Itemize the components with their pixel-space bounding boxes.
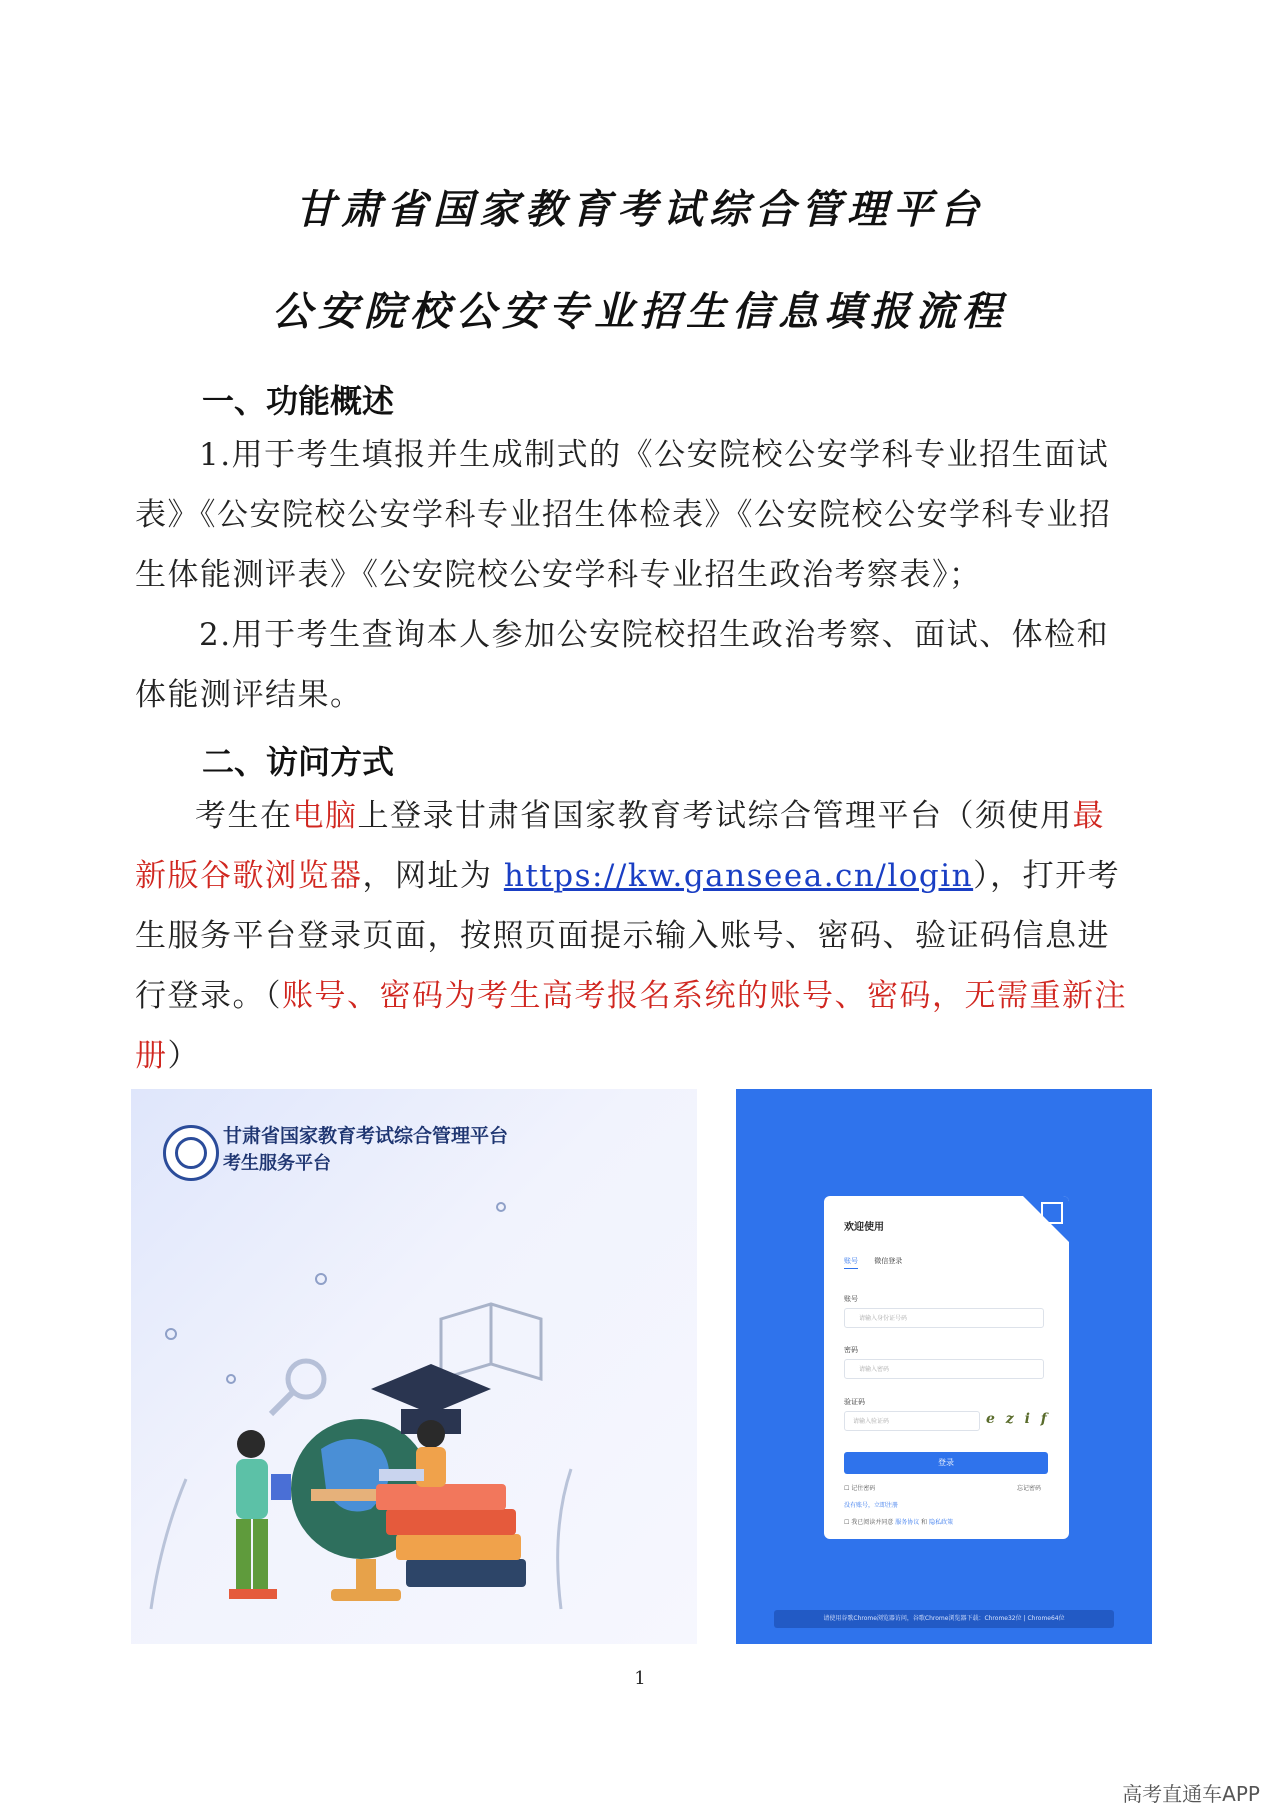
platform-title: 甘肃省国家教育考试综合管理平台 [223,1125,509,1147]
section2-heading: 二、访问方式 [202,743,395,781]
watermark: 高考直通车APP [1122,1782,1260,1806]
password-input[interactable]: 请输入密码 [844,1359,1044,1379]
login-page-screenshot [736,1089,1152,1644]
login-card [824,1196,1069,1539]
login-tabs [844,1256,916,1266]
doc-title-sub: 公安院校公安专业招生信息填报流程 [272,288,1008,335]
remember-password-checkbox[interactable]: ☐ 记住密码 [844,1485,876,1492]
platform-subtitle: 考生服务平台 [223,1153,331,1174]
section2-paragraph: 考生在电脑上登录甘肃省国家教育考试综合管理平台（须使用最新版谷歌浏览器，网址为 https://kw.ganseea.cn/login），打开考生服务平台登录页面，按照页面提示输入账号、密码、验证码信息进行登录。（账号、密码为考生高考报名系统的账号、密码，无需重新注册） [135,798,1127,1074]
account-label: 账号 [844,1295,858,1303]
agreement-checkbox[interactable]: ☐ 我已阅读并同意 服务协议 和 隐私政策 [844,1519,954,1526]
forgot-password-link[interactable]: 忘记密码 [1017,1485,1042,1492]
welcome-title: 欢迎使用 [844,1222,884,1233]
login-button[interactable]: 登录 [844,1452,1048,1474]
education-illustration-icon [131,1089,697,1644]
tab-wechat[interactable]: 微信登录 [874,1257,903,1265]
doc-title-main: 甘肃省国家教育考试综合管理平台 [295,186,985,233]
browser-download-bar[interactable]: 请使用谷歌Chrome浏览器访问，谷歌Chrome浏览器下载：Chrome32位 | Chrome64位 [774,1610,1114,1628]
captcha-label: 验证码 [844,1398,865,1406]
tab-account[interactable]: 账号 [844,1257,858,1269]
login-url-link[interactable]: https://kw.ganseea.cn/login [503,858,974,894]
section1-heading: 一、功能概述 [202,382,395,420]
captcha-input[interactable]: 请输入验证码 [844,1411,980,1431]
qr-code-icon[interactable] [1041,1202,1063,1224]
password-label: 密码 [844,1346,858,1354]
page-number: 1 [634,1668,646,1689]
section1-paragraph1: 1.用于考生填报并生成制式的《公安院校公安学科专业招生面试表》《公安院校公安学科专业招生体检表》《公安院校公安学科专业招生体能测评表》《公安院校公安学科专业招生政治考察表》； [135,437,1112,593]
account-input[interactable]: 请输入身份证号码 [844,1308,1044,1328]
register-link[interactable]: 没有账号，立即注册 [844,1502,899,1509]
login-page-left-illustration [131,1089,697,1644]
section1-paragraph2: 2.用于考生查询本人参加公安院校招生政治考察、面试、体检和体能测评结果。 [135,617,1110,713]
captcha-image[interactable]: e z i f [986,1411,1050,1427]
